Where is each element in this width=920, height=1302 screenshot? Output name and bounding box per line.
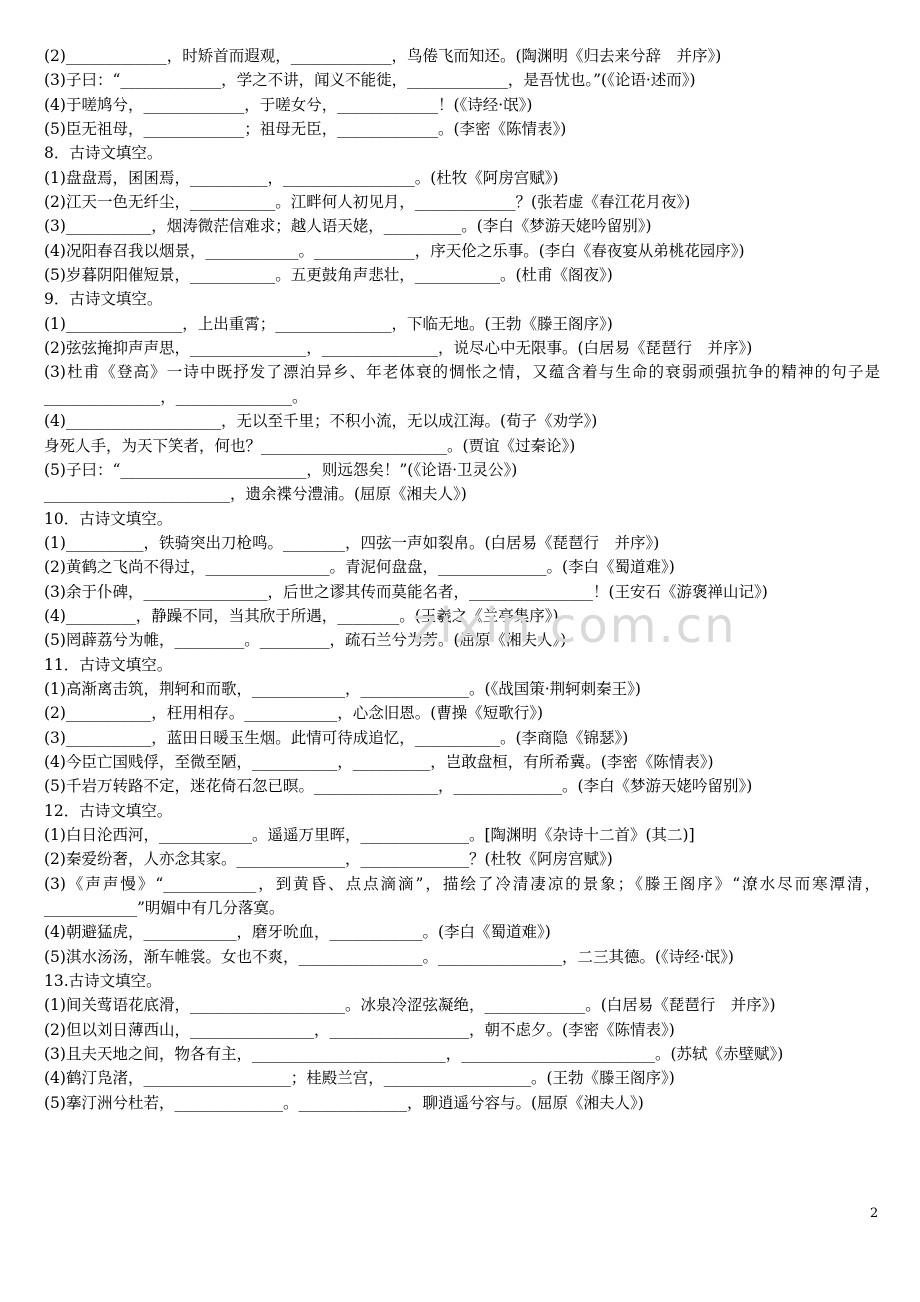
fill-in-line: (5)千岩万转路不定，迷花倚石忽已暝。________________，______________。(李白《梦游天姥吟留别》) [44, 777, 753, 796]
fill-in-line: (5)岁暮阴阳催短景，___________。五更鼓角声悲壮，___________。(杜甫《阁夜》) [44, 266, 613, 285]
fill-in-line: (1)__________，铁骑突出刀枪鸣。________，四弦一声如裂帛。(白居易《琵琶行 并序》) [44, 533, 660, 552]
fill-in-line: (4)朝避猛虎，____________，磨牙吮血，____________。(李白《蜀道难》) [44, 923, 551, 942]
fill-in-line: (2)_____________，时矫首而遐观，_____________，鸟倦飞而知还。(陶渊明《归去来兮辞 并序》) [44, 47, 722, 65]
fill-in-line: (3)子曰：“_____________，学之不讲，闻义不能徙，_____________，是吾忧也。”(《论语·述而》) [44, 71, 696, 90]
fill-in-line: (3)___________，烟涛微茫信难求；越人语天姥，__________。(李白《梦游天姥吟留别》) [44, 217, 652, 236]
fill-in-line: (3)余于仆碑，________________，后世之谬其传而莫能名者，________________！(王安石《游褒禅山记》) [44, 582, 768, 601]
fill-in-line: (3)且夫天地之间，物各有主，_________________________，_________________________。(苏轼《赤壁赋》) [44, 1045, 784, 1064]
section-heading: 9．古诗文填空。 [44, 290, 163, 309]
fill-in-line: (5)子曰：“________________________，则远怨矣！”(《论语·卫灵公》) [44, 460, 518, 479]
fill-in-line: (1)间关莺语花底滑，____________________。冰泉冷涩弦凝绝，_____________。(白居易《琵琶行 并序》) [44, 996, 776, 1015]
section-heading: 10．古诗文填空。 [44, 509, 173, 528]
fill-in-line: (3)《声声慢》“____________，到黄昏、点点滴滴”，描绘了冷清凄凉的景象；《滕王阁序》“潦水尽而寒潭清，____________”明媚中有几分落寞。 [44, 874, 880, 918]
fill-in-line: (5)臣无祖母，_____________；祖母无臣，_____________。(李密《陈情表》) [44, 120, 567, 139]
page-number: 2 [870, 1206, 879, 1221]
fill-in-line: (1)盘盘焉，囷囷焉，__________，_________________。(杜牧《阿房宫赋》) [44, 168, 559, 187]
section-heading: 13.古诗文填空。 [44, 972, 162, 991]
fill-in-line: (1)白日沦西河，____________。遥遥万里晖，______________。[陶渊明《杂诗十二首》(其二)] [44, 826, 695, 844]
fill-in-line: (1)高渐离击筑，荆轲和而歌，____________，______________。(《战国策·荆轲刺秦王》) [44, 679, 641, 698]
fill-in-line: (3)杜甫《登高》一诗中既抒发了漂泊异乡、年老体衰的惆怅之情，又蕴含着与生命的衰弱顽强抗争的精神的句子是_______________，_______________。 [44, 363, 880, 406]
fill-in-line: (4)鹤汀凫渚，___________________；桂殿兰宫，___________________。(王勃《滕王阁序》) [44, 1069, 675, 1088]
section-heading: 12．古诗文填空。 [44, 801, 173, 820]
fill-in-line: (4)_________，静躁不同，当其欣于所遇，________。(王羲之《兰亭集序》) [44, 606, 559, 625]
fill-in-line: (3)___________，蓝田日暖玉生烟。此情可待成追忆，___________。(李商隐《锦瑟》) [44, 728, 629, 747]
fill-in-line: ________________________，遗余褋兮澧浦。(屈原《湘夫人》) [44, 485, 467, 504]
fill-in-line: (5)罔薜荔兮为帷，_________。_________，疏石兰兮为芳。(屈原《湘夫人》) [44, 631, 567, 650]
fill-in-line: (4)于嗟鸠兮，_____________，于嗟女兮，_____________！(《诗经·氓》) [44, 95, 533, 114]
fill-in-line: (4)况阳春召我以烟景，____________。_____________，序天伦之乐事。(李白《春夜宴从弟桃花园序》) [44, 241, 745, 260]
fill-in-line: (1)_______________，上出重霄；_______________，下临无地。(王勃《滕王阁序》) [44, 314, 613, 333]
fill-in-line: (5)淇水汤汤，渐车帷裳。女也不爽，________________。________________，二三其德。(《诗经·氓》) [44, 947, 734, 966]
fill-in-line: (4)____________________，无以至千里；不积小流，无以成江海。(荀子《劝学》) [44, 412, 598, 431]
fill-in-line: (2)黄鹤之飞尚不得过，________________。青泥何盘盘，______________。(李白《蜀道难》) [44, 558, 675, 577]
section-heading: 8．古诗文填空。 [44, 144, 163, 163]
fill-in-line: (4)今臣亡国贱俘，至微至陋，___________，__________，岂敢盘桓，有所希冀。(李密《陈情表》) [44, 752, 714, 771]
watermark: zixin.com.cn [412, 598, 737, 654]
fill-in-line: (2)江天一色无纤尘，___________。江畔何人初见月，_____________？(张若虚《春江花月夜》) [44, 193, 691, 212]
fill-in-line: (2)秦爱纷奢，人亦念其家。______________，______________？(杜牧《阿房宫赋》) [44, 850, 613, 869]
fill-in-line: (2)___________，枉用相存。____________，心念旧恩。(曹操《短歌行》) [44, 704, 544, 723]
fill-in-line: (5)搴汀洲兮杜若，______________。______________，聊逍遥兮容与。(屈原《湘夫人》) [44, 1093, 644, 1112]
document-body [44, 44, 880, 1115]
fill-in-line: (2)但以刘日薄西山，________________，__________________，朝不虑夕。(李密《陈情表》) [44, 1020, 675, 1039]
section-heading: 11．古诗文填空。 [44, 655, 173, 674]
fill-in-line: (2)弦弦掩抑声声思，_______________，_______________，说尽心中无限事。(白居易《琵琶行 并序》) [44, 339, 753, 358]
fill-in-line: 身死人手，为天下笑者，何也？________________________。(贾谊《过秦论》) [44, 436, 576, 455]
